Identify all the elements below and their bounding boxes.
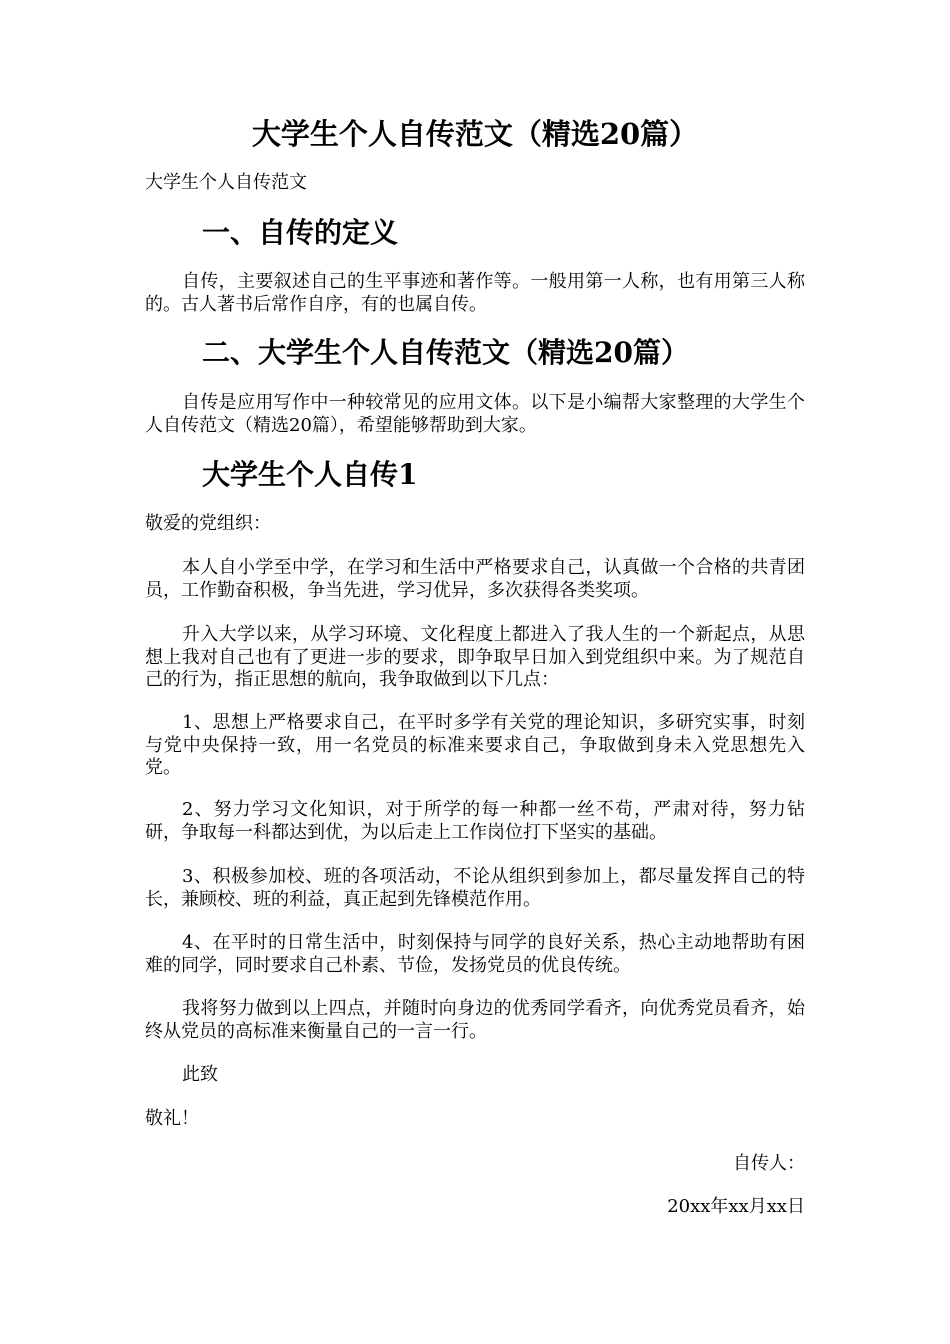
heading-autobiography-1: 大学生个人自传1: [202, 458, 418, 491]
paragraph-point-1: 1、思想上严格要求自己，在平时多学有关党的理论知识，多研究实事，时刻与党中央保持一致，用一名党员的标准来要求自己，争取做到身未入党思想先入党。: [145, 712, 805, 778]
document-subtitle: 大学生个人自传范文: [145, 172, 307, 193]
signature-date: 20xx年xx月xx日: [667, 1196, 805, 1217]
paragraph-point-2: 2、努力学习文化知识，对于所学的每一种都一丝不苟，严肃对待，努力钻研，争取每一科都达到优，为以后走上工作岗位打下坚实的基础。: [145, 799, 805, 843]
respect-text: 敬礼！: [145, 1108, 199, 1129]
paragraph-2: 升入大学以来，从学习环境、文化程度上都进入了我人生的一个新起点，从思想上我对自己也有了更进一步的要求，即争取早日加入到党组织中来。为了规范自己的行为，指正思想的航向，我争取做到以下几点：: [145, 624, 805, 690]
document-title: 大学生个人自传范文（精选20篇）: [251, 117, 699, 151]
heading-samples: 二、大学生个人自传范文（精选20篇）: [202, 336, 689, 369]
paragraph-point-3: 3、积极参加校、班的各项活动，不论从组织到参加上，都尽量发挥自己的特长，兼顾校、班的利益，真正起到先锋模范作用。: [145, 866, 805, 910]
salutation: 敬爱的党组织：: [145, 513, 271, 534]
paragraph-1: 本人自小学至中学，在学习和生活中严格要求自己，认真做一个合格的共青团员，工作勤奋积极，争当先进，学习优异，多次获得各类奖项。: [145, 557, 805, 601]
signer-label: 自传人：: [733, 1153, 805, 1174]
paragraph-intro: 自传是应用写作中一种较常见的应用文体。以下是小编帮大家整理的大学生个人自传范文（精选20篇），希望能够帮助到大家。: [145, 392, 805, 436]
paragraph-conclusion: 我将努力做到以上四点，并随时向身边的优秀同学看齐，向优秀党员看齐，始终从党员的高标准来衡量自己的一言一行。: [145, 998, 805, 1042]
heading-definition: 一、自传的定义: [202, 216, 399, 249]
closing-text: 此致: [182, 1064, 218, 1085]
paragraph-point-4: 4、在平时的日常生活中，时刻保持与同学的良好关系，热心主动地帮助有困难的同学，同时要求自己朴素、节俭，发扬党员的优良传统。: [145, 932, 805, 976]
paragraph-definition: 自传，主要叙述自己的生平事迹和著作等。一般用第一人称，也有用第三人称的。古人著书后常作自序，有的也属自传。: [145, 271, 805, 315]
